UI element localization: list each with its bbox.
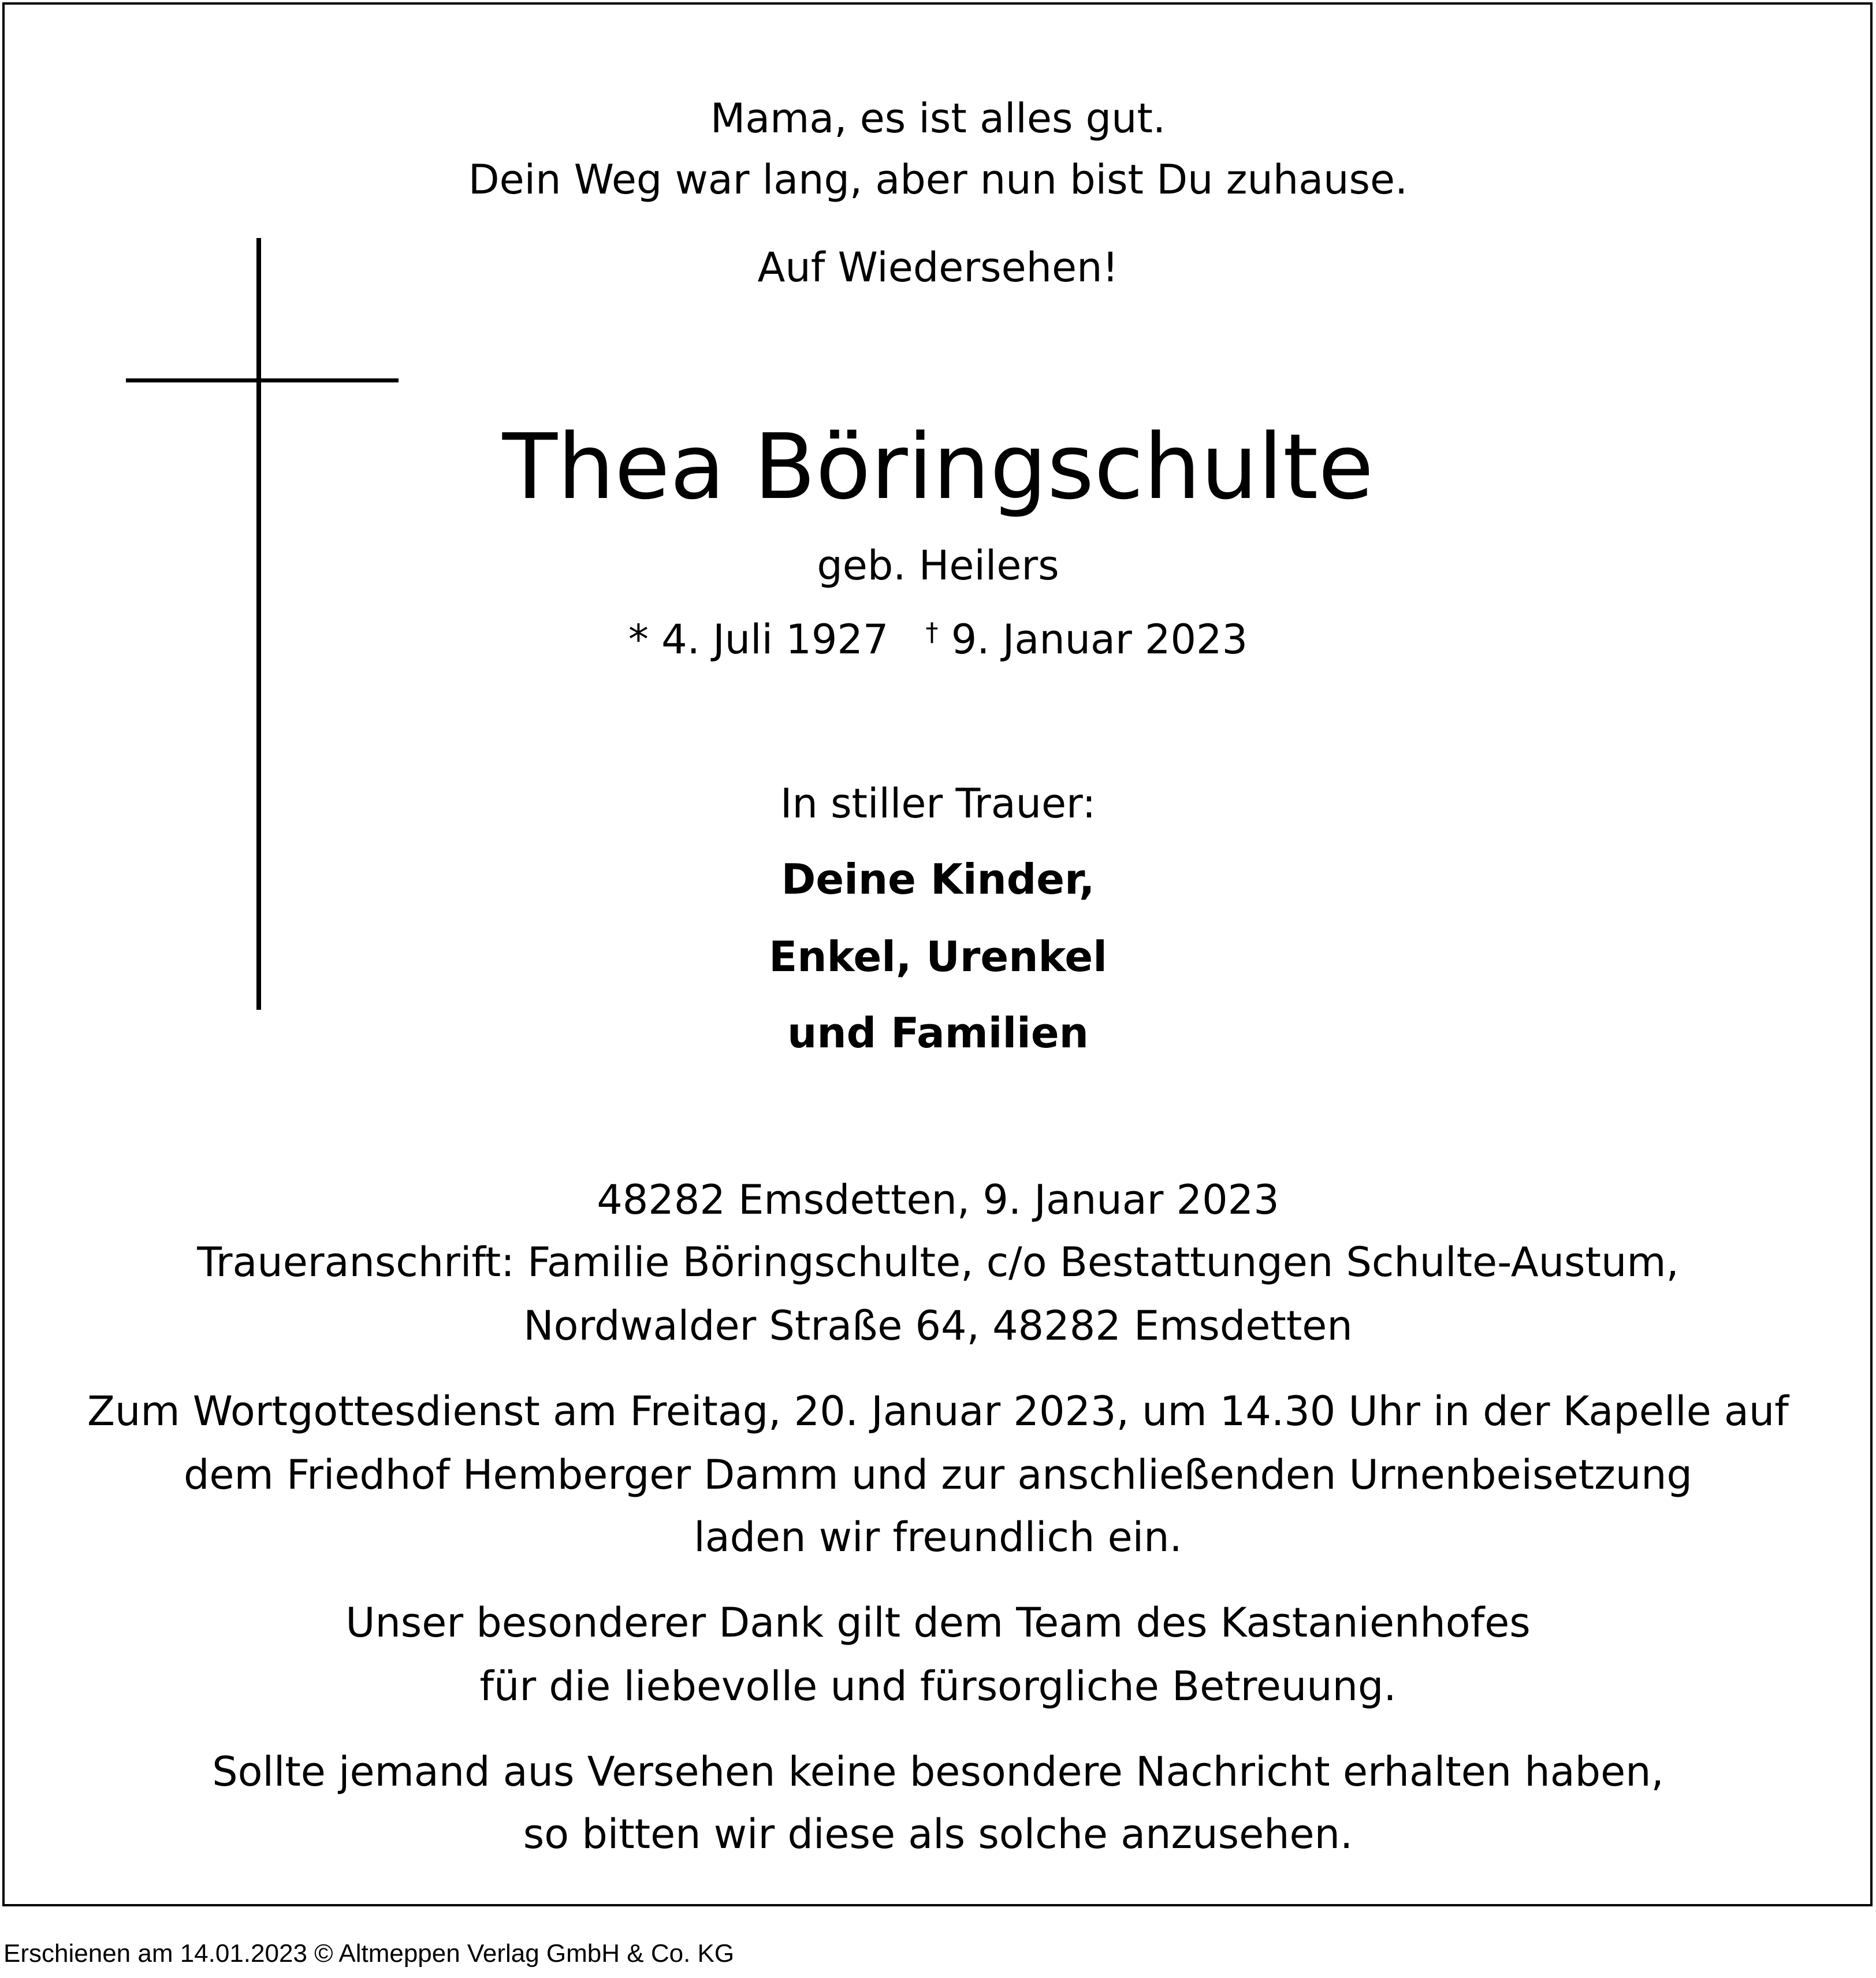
mourners-line-3: und Familien [787,1009,1089,1057]
address-line-2: Nordwalder Straße 64, 48282 Emsdetten [523,1302,1353,1349]
deceased-name: Thea Böringschulte [502,414,1374,519]
mourners-line-1: Deine Kinder, [781,855,1095,904]
service-line-2: dem Friedhof Hemberger Damm und zur anschließenden Urnenbeisetzung [184,1451,1692,1499]
farewell-text: Auf Wiedersehen! [757,244,1119,291]
birth-date: * 4. Juli 1927 [628,616,889,663]
mourners-line-2: Enkel, Urenkel [769,932,1107,981]
notice-line-1: Sollte jemand aus Versehen keine besondere Nachricht erhalten haben, [212,1748,1664,1795]
place-date: 48282 Emsdetten, 9. Januar 2023 [597,1176,1279,1224]
motto-line-1: Mama, es ist alles gut. [710,95,1166,142]
notice-line-2: so bitten wir diese als solche anzusehen. [523,1810,1353,1858]
thanks-line-2: für die liebevolle und fürsorgliche Betreuung. [479,1663,1397,1710]
service-line-1: Zum Wortgottesdienst am Freitag, 20. Januar 2023, um 14.30 Uhr in der Kapelle auf [87,1388,1789,1435]
dagger-icon: † [925,618,939,647]
maiden-name: geb. Heilers [817,542,1059,589]
cross-horizontal-bar [126,378,399,382]
service-line-3: laden wir freundlich ein. [694,1514,1182,1561]
motto-line-2: Dein Weg war lang, aber nun bist Du zuhause. [468,156,1408,203]
death-date: 9. Januar 2023 [951,616,1248,663]
thanks-line-1: Unser besonderer Dank gilt dem Team des Kastanienhofes [345,1599,1531,1646]
life-dates [0,616,1876,663]
address-line-1: Traueranschrift: Familie Böringschulte, c/o Bestattungen Schulte-Austum, [197,1239,1679,1286]
mourning-intro: In stiller Trauer: [780,780,1096,827]
publication-footer: Erschienen am 14.01.2023 © Altmeppen Verlag GmbH & Co. KG [3,1939,735,1968]
